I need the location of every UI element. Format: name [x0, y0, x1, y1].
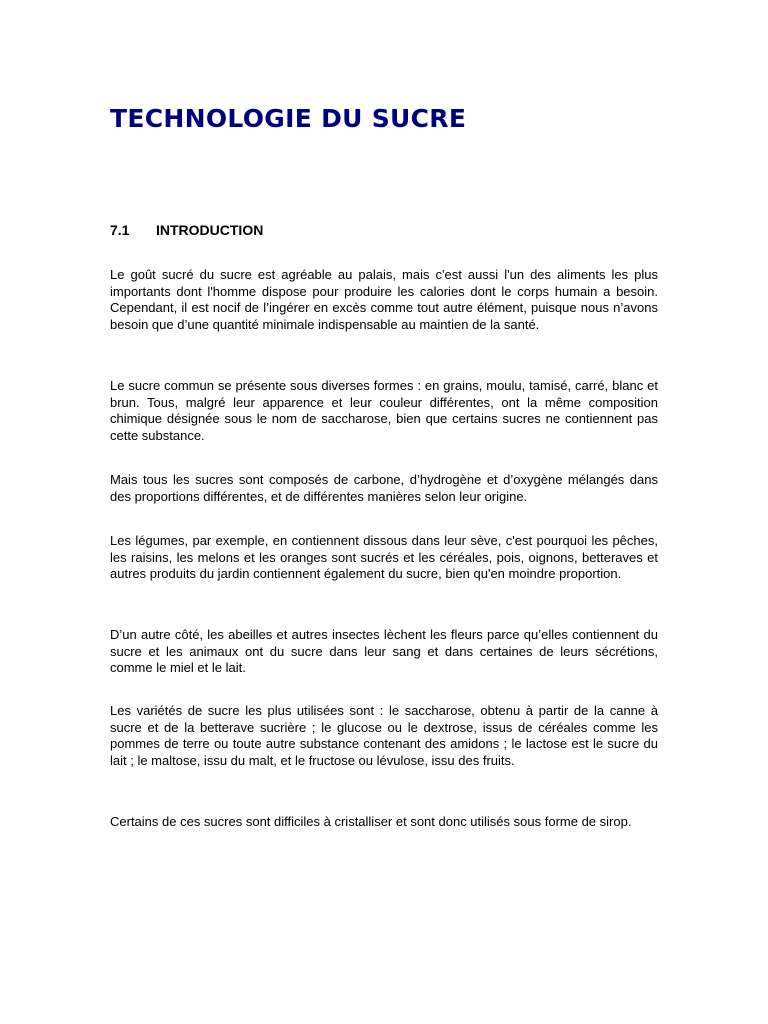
- paragraph: D’un autre côté, les abeilles et autres insectes lèchent les fleurs parce qu’elles contiennent du sucre et les animaux ont du sucre dans leur sang et dans certaines de leurs sécrétions, comme le miel et le lait.: [110, 627, 658, 676]
- page-title: TECHNOLOGIE DU SUCRE: [110, 104, 467, 133]
- section-number: 7.1: [110, 222, 130, 238]
- paragraph: Les légumes, par exemple, en contiennent dissous dans leur sève, c'est pourquoi les pêches, les raisins, les melons et les oranges sont sucrés et les céréales, pois, oignons, betteraves et autres produits du jardin contiennent également du sucre, bien qu'en moindre proportion.: [110, 533, 658, 582]
- paragraph: Certains de ces sucres sont difficiles à cristalliser et sont donc utilisés sous forme de sirop.: [110, 814, 632, 829]
- section-title: INTRODUCTION: [156, 222, 264, 238]
- paragraph: Mais tous les sucres sont composés de carbone, d’hydrogène et d’oxygène mélangés dans des proportions différentes, et de différentes manières selon leur origine.: [110, 472, 658, 504]
- section-heading: [110, 222, 263, 238]
- paragraph: Le sucre commun se présente sous diverses formes : en grains, moulu, tamisé, carré, blanc et brun. Tous, malgré leur apparence et leur couleur différentes, ont la même composition chimique désignée sous le nom de saccharose, bien que certains sucres ne contiennent pas cette substance.: [110, 378, 658, 443]
- paragraph: Les variétés de sucre les plus utilisées sont : le saccharose, obtenu à partir de la canne à sucre et de la betterave sucrière ; le glucose ou le dextrose, issus de céréales comme les pommes de terre ou toute autre substance contenant des amidons ; le lactose est le sucre du lait ; le maltose, issu du malt, et le fructose ou lévulose, issu des fruits.: [110, 703, 658, 768]
- paragraph: Le goût sucré du sucre est agréable au palais, mais c'est aussi l'un des aliments les plus importants dont l'homme dispose pour produire les calories dont le corps humain a besoin. Cependant, il est nocif de l’ingérer en excès comme tout autre élément, puisque nous n’avons besoin que d’une quantité minimale indispensable au maintien de la santé.: [110, 267, 658, 332]
